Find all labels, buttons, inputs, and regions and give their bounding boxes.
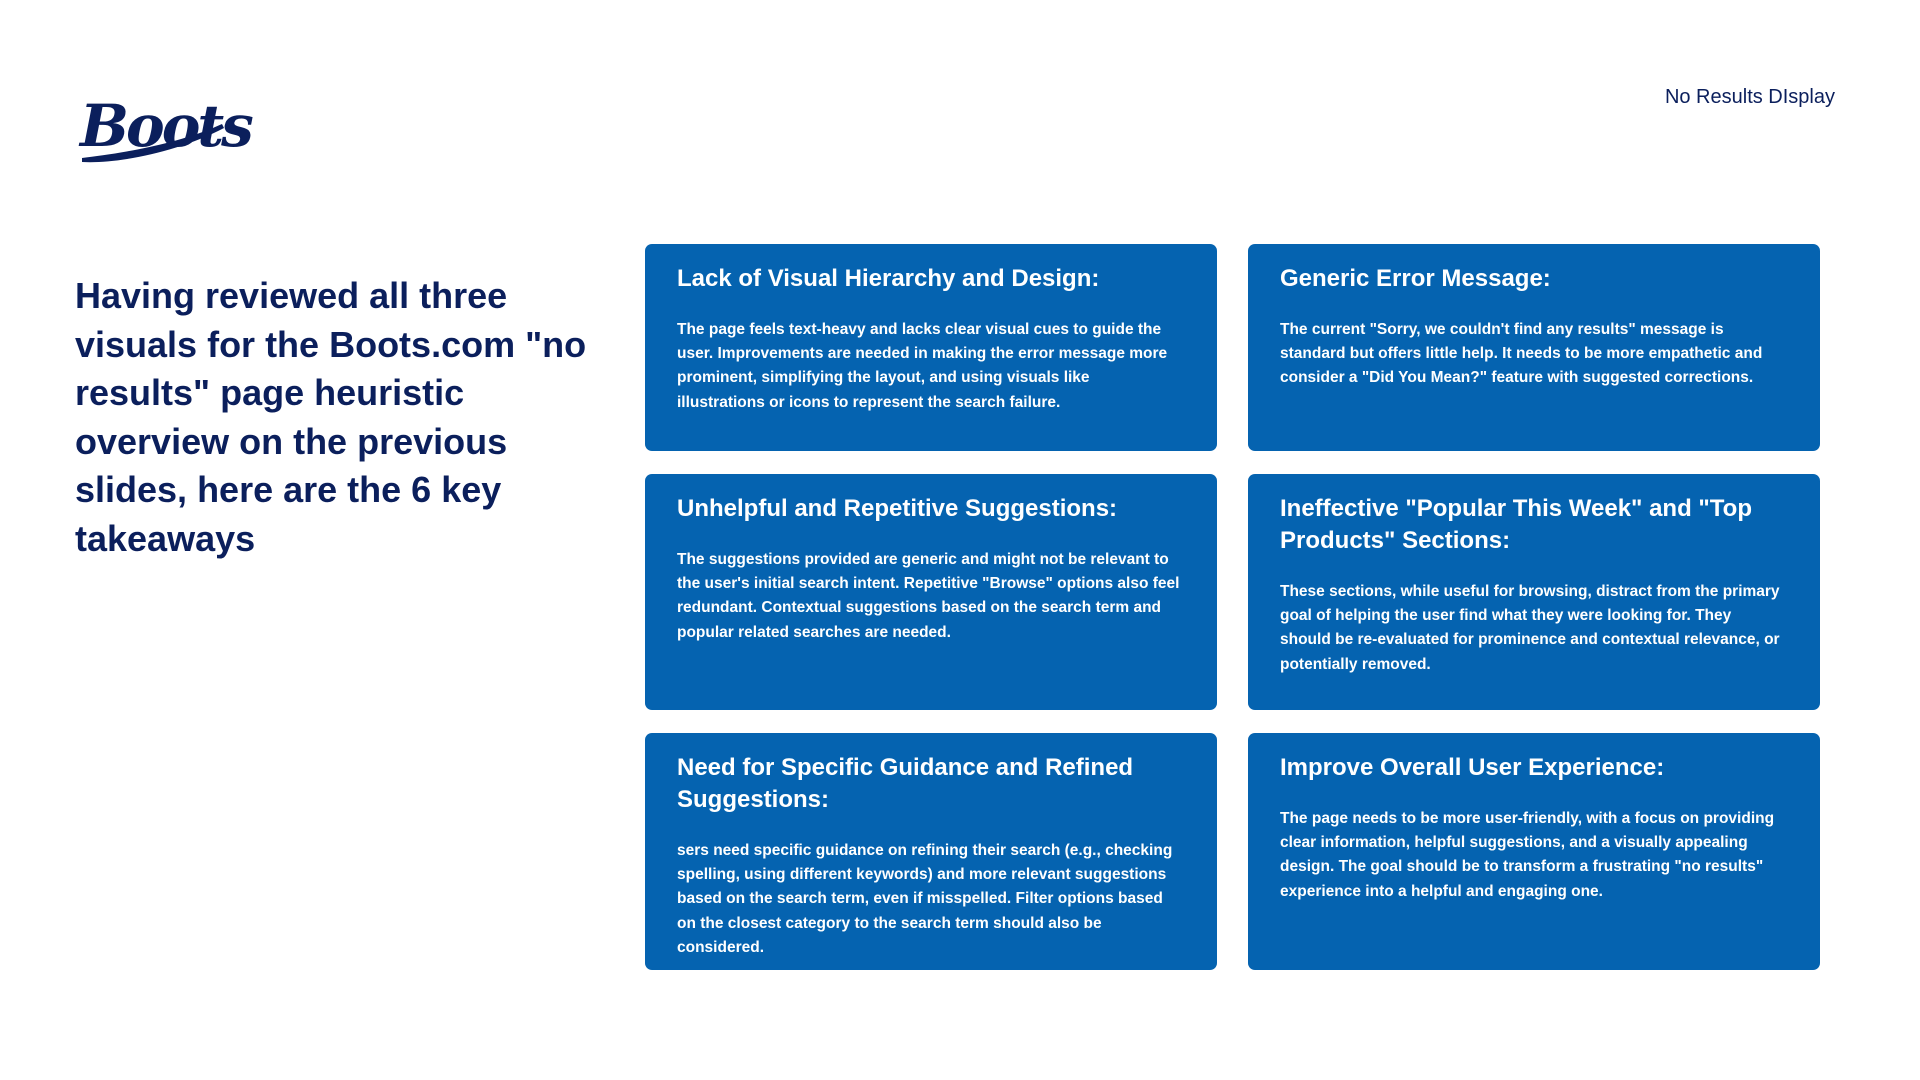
takeaway-card bbox=[1248, 474, 1820, 710]
intro-heading: Having reviewed all three visuals for the Boots.com "no results" page heuristic overview on the previous slides, here are the 6 key takeaways bbox=[75, 275, 587, 559]
card-title: Ineffective "Popular This Week" and "Top Products" Sections: bbox=[1280, 495, 1752, 554]
card-title: Improve Overall User Experience: bbox=[1280, 754, 1665, 781]
slide-section-label: No Results DIsplay bbox=[1664, 86, 1835, 108]
takeaway-card bbox=[1248, 244, 1820, 451]
card-title: Need for Specific Guidance and Refined Suggestions: bbox=[677, 754, 1134, 813]
takeaway-card bbox=[645, 733, 1217, 970]
card-title: Unhelpful and Repetitive Suggestions: bbox=[677, 495, 1118, 522]
takeaway-card bbox=[645, 474, 1217, 710]
takeaway-card bbox=[645, 244, 1217, 451]
card-body: The suggestions provided are generic and might not be relevant to the user's initial search intent. Repetitive "Browse" options also feel redundant. Contextual suggestions based on the search term and popular related searches are needed. bbox=[677, 551, 1180, 641]
logo-lettering: Boots bbox=[80, 92, 251, 160]
takeaway-cards bbox=[645, 244, 1821, 970]
card-title: Lack of Visual Hierarchy and Design: bbox=[677, 265, 1100, 292]
card-body: sers need specific guidance on refining their search (e.g., checking spelling, using different keywords) and more relevant suggestions based on the search term, even if misspelled. Filter options based on the closest category to the search term should also be considered. bbox=[677, 842, 1173, 956]
card-body: The page feels text-heavy and lacks clear visual cues to guide the user. Improvements are needed in making the error message more prominent, simplifying the layout, and using visuals like illustrations or icons to represent the search failure. bbox=[677, 321, 1168, 411]
card-body: The current "Sorry, we couldn't find any results" message is standard but offers little help. It needs to be more empathetic and consider a "Did You Mean?" feature with suggested corrections. bbox=[1280, 321, 1763, 387]
takeaway-card bbox=[1248, 733, 1820, 970]
boots-logo-wordmark bbox=[74, 80, 251, 170]
boots-logo bbox=[74, 80, 251, 170]
card-title: Generic Error Message: bbox=[1280, 265, 1551, 292]
card-body: The page needs to be more user-friendly, with a focus on providing clear information, helpful suggestions, and a visually appealing design. The goal should be to transform a frustrating "no results" experience into a helpful and engaging one. bbox=[1280, 810, 1775, 900]
card-body: These sections, while useful for browsing, distract from the primary goal of helping the user find what they were looking for. They should be re-evaluated for prominence and contextual relevance, or potentially removed. bbox=[1280, 583, 1780, 673]
